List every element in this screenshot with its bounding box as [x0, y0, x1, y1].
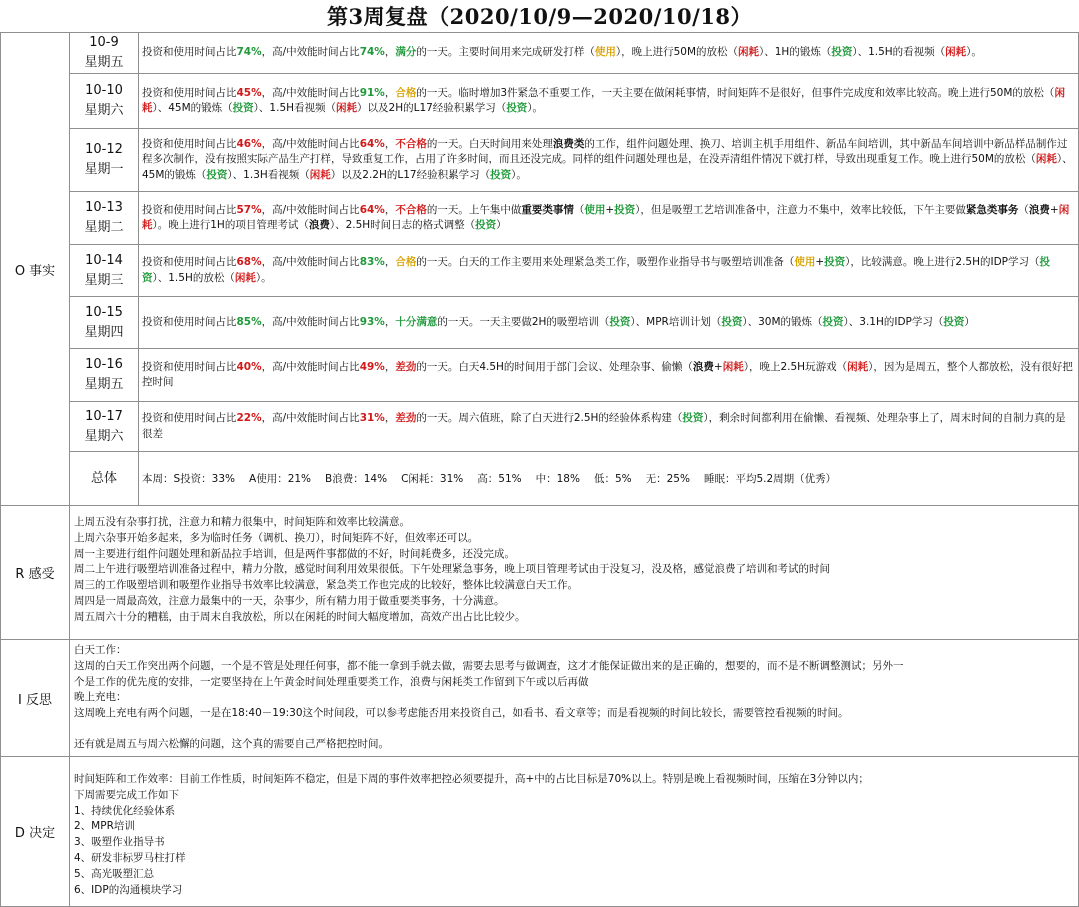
- day-description: 投资和使用时间占比85%，高/中效能时间占比93%，十分满意的一天。一天主要做2H的吸塑培训（投资）、MPR培训计划（投资）、30M的锻炼（投资）、3.1H的IDP学习（投资）: [139, 297, 1079, 349]
- day-row: [1, 74, 1079, 129]
- review-table: [0, 32, 1079, 907]
- day-description: 投资和使用时间占比22%，高/中效能时间占比31%，差劲的一天。周六值班，除了白天进行2.5H的经验体系构建（投资），剩余时间都利用在偷懒、看视频、处理杂事上了，周末时间的自制力真的是很差: [139, 402, 1079, 452]
- decide-block: 时间矩阵和工作效率：目前工作性质，时间矩阵不稳定，但是下周的事件效率把控必须要提升，高+中的占比目标是70%以上。特别是晚上看视频时间，压缩在3分钟以内； 下周需要完成工作如下 1、持续优化经验体系 2、MPR培训 3、吸塑作业指导书 4、研发非标罗马柱打样 5、高光吸塑汇总 6、IDP的沟通模块学习: [70, 757, 1079, 907]
- day-row: [1, 297, 1079, 349]
- day-description: 投资和使用时间占比57%，高/中效能时间占比64%，不合格的一天。上午集中做重要类事情（使用+投资），但是吸塑工艺培训准备中，注意力不集中，效率比较低，下午主要做紧急类事务（浪费+闲耗）。晚上进行1H的项目管理考试（浪费）、2.5H时间日志的格式调整（投资）: [139, 192, 1079, 245]
- day-date-cell: 10-10 星期六: [70, 74, 139, 129]
- feel-block: 上周五没有杂事打扰，注意力和精力很集中，时间矩阵和效率比较满意。 上周六杂事开始多起来，多为临时任务（调机、换刀），时间矩阵不好，但效率还可以。 周一主要进行组件问题处理和新品拉手培训，但是两件事都做的不好，时间耗费多，还没完成。 周二上午进行吸塑培训准备过程中，精力分散，感觉时间利用效果很低。下午处理紧急事务，晚上项目管理考试由于没复习，没及格，感觉浪费了培训和考试的时间 周三的工作吸塑培训和吸塑作业指导书效率比较满意，紧急类工作也完成的比较好，整体比较满意白天工作。 周四是一周最高效，注意力最集中的一天，杂事少，所有精力用于做重要类事务，十分满意。 周五周六十分的糟糕，由于周末自我放松，所以在闲耗的时间大幅度增加，高效产出占比比较少。: [70, 506, 1079, 640]
- section-r-row: [1, 506, 1079, 640]
- section-o-label: O 事实: [1, 33, 70, 506]
- page-title: 第3周复盘（2020/10/9—2020/10/18）: [327, 4, 752, 29]
- day-description: 投资和使用时间占比46%，高/中效能时间占比64%，不合格的一天。白天时间用来处理浪费类的工作，组件问题处理、换刀、培训主机手用组件、新品车间培训，其中新品车间培训中新品样品制作过程多次制作，没有按照实际产品生产打样，导致重复工作，占用了许多时间，而且还没完成。同样的组件问题处理也是，在没弄清组件情况下就打样，导致出现重复工作。晚上进行50M的放松（闲耗）、45M的锻炼（投资）、1.3H看视频（闲耗）以及2.2H的L17经验积累学习（投资）。: [139, 129, 1079, 192]
- day-row: [1, 349, 1079, 402]
- day-date-cell: 10-13 星期二: [70, 192, 139, 245]
- section-i-label: I 反思: [1, 640, 70, 757]
- day-row: [1, 402, 1079, 452]
- day-row: [1, 33, 1079, 74]
- summary-label: 总体: [70, 452, 139, 506]
- summary-values: 本周：S投资：33% A使用：21% B浪费：14% C闲耗：31% 高：51% 中：18% 低：5% 无：25% 睡眠：平均5.2周期（优秀）: [139, 452, 1079, 506]
- day-row: [1, 129, 1079, 192]
- summary-row: [1, 452, 1079, 506]
- day-row: [1, 192, 1079, 245]
- day-row: [1, 245, 1079, 297]
- day-description: 投资和使用时间占比40%，高/中效能时间占比49%，差劲的一天。白天4.5H的时间用于部门会议、处理杂事、偷懒（浪费+闲耗），晚上2.5H玩游戏（闲耗），因为是周五，整个人都放松，没有很好把控时间: [139, 349, 1079, 402]
- day-date-cell: 10-14 星期三: [70, 245, 139, 297]
- day-date-cell: 10-15 星期四: [70, 297, 139, 349]
- day-date-cell: 10-16 星期五: [70, 349, 139, 402]
- day-date-cell: 10-12 星期一: [70, 129, 139, 192]
- day-description: 投资和使用时间占比68%，高/中效能时间占比83%，合格的一天。白天的工作主要用来处理紧急类工作，吸塑作业指导书与吸塑培训准备（使用+投资），比较满意。晚上进行2.5H的IDP学习（投资）、1.5H的放松（闲耗）。: [139, 245, 1079, 297]
- reflect-block: 白天工作： 这周的白天工作突出两个问题，一个是不管是处理任何事，都不能一拿到手就去做，需要去思考与做调查，这才才能保证做出来的是正确的，想要的，而不是不断调整测试；另外一 个是工作的优先度的安排，一定要坚持在上午黄金时间处理重要类工作，浪费与闲耗类工作留到下午或以后再做 晚上充电： 这周晚上充电有两个问题，一是在18:40－19:30这个时间段，可以参考虑能否用来投资自己，如看书、看文章等；而是看视频的时间比较长，需要管控看视频的时间。 还有就是周五与周六松懈的问题，这个真的需要自己严格把控时间。: [70, 640, 1079, 757]
- section-r-label: R 感受: [1, 506, 70, 640]
- section-d-row: [1, 757, 1079, 907]
- day-date-cell: 10-9 星期五: [70, 33, 139, 74]
- day-description: 投资和使用时间占比74%，高/中效能时间占比74%，满分的一天。主要时间用来完成研发打样（使用），晚上进行50M的放松（闲耗）、1H的锻炼（投资）、1.5H的看视频（闲耗）。: [139, 33, 1079, 74]
- section-i-row: [1, 640, 1079, 757]
- day-date-cell: 10-17 星期六: [70, 402, 139, 452]
- day-description: 投资和使用时间占比45%，高/中效能时间占比91%，合格的一天。临时增加3件紧急不重要工作，一天主要在做闲耗事情，时间矩阵不是很好，但事件完成度和效率比较高。晚上进行50M的放松（闲耗）、45M的锻炼（投资）、1.5H看视频（闲耗）以及2H的L17经验积累学习（投资）。: [139, 74, 1079, 129]
- section-d-label: D 决定: [1, 757, 70, 907]
